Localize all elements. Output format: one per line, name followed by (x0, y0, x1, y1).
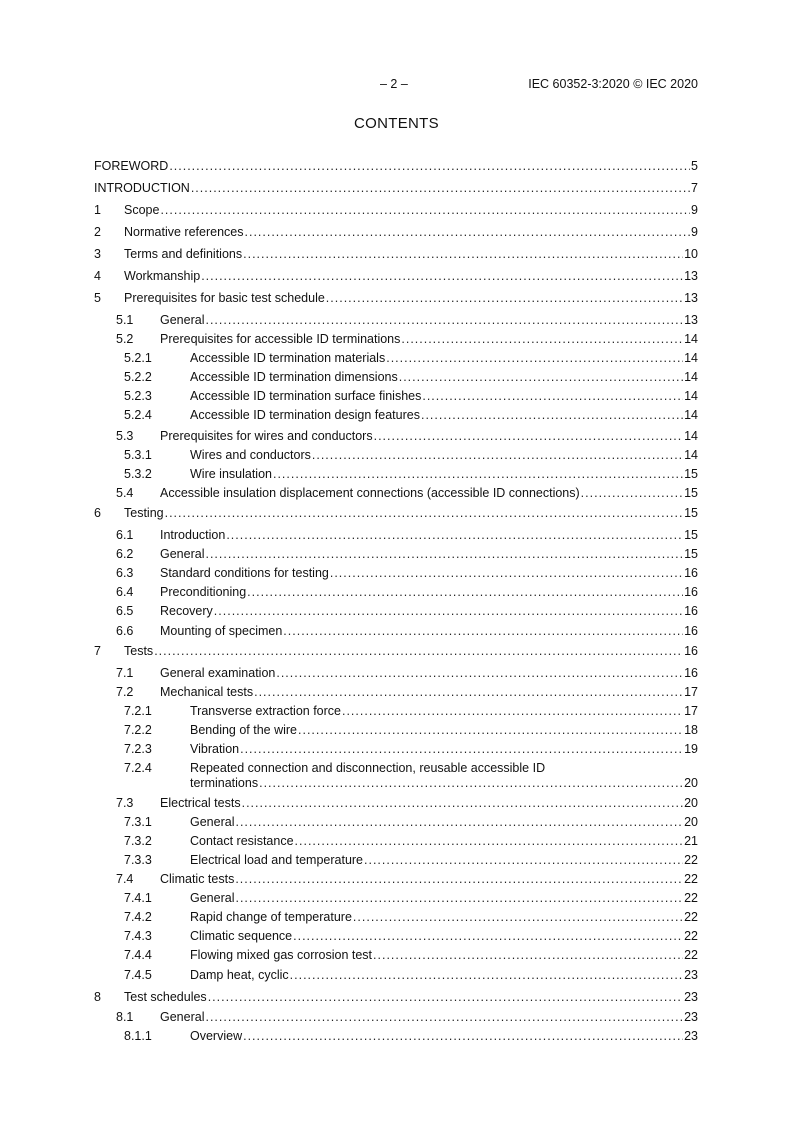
toc-entry-page: 15 (684, 506, 698, 520)
toc-entry-page: 14 (684, 370, 698, 384)
toc-entry-title: Bending of the wire (190, 723, 298, 737)
toc-entry-title: Workmanship (124, 269, 201, 283)
toc-entry-page: 22 (684, 891, 698, 905)
dot-leader (330, 566, 683, 581)
toc-entry-page: 23 (684, 1010, 698, 1024)
toc-entry-number: 5.1 (116, 313, 134, 327)
toc-entry-page: 14 (684, 408, 698, 422)
toc-entry-page: 13 (684, 313, 698, 327)
toc-entry-title: terminations (190, 776, 259, 790)
toc-entry-title: Prerequisites for accessible ID terminations (160, 332, 401, 346)
toc-entry-title: Scope (124, 203, 160, 217)
toc-entry-page: 22 (684, 872, 698, 886)
toc-entry[interactable] (94, 313, 698, 328)
dot-leader (240, 742, 683, 757)
dot-leader (235, 872, 683, 887)
toc-entry-page: 22 (684, 929, 698, 943)
toc-entry-title: Terms and definitions (124, 247, 243, 261)
toc-entry-title: Mounting of specimen (160, 624, 283, 638)
toc-entry-page: 10 (684, 247, 698, 261)
toc-entry-page: 7 (691, 181, 698, 195)
dot-leader (226, 528, 683, 543)
toc-entry-number: 7.3.3 (124, 853, 152, 867)
toc-entry-page: 16 (684, 604, 698, 618)
dot-leader (374, 429, 683, 444)
toc-entry-title: Electrical tests (160, 796, 241, 810)
page-title: CONTENTS (354, 115, 439, 132)
dot-leader (205, 1010, 683, 1025)
toc-entry-title: Accessible ID termination surface finishes (190, 389, 422, 403)
dot-leader (154, 644, 683, 659)
dot-leader (342, 704, 683, 719)
dot-leader (273, 467, 683, 482)
toc-entry-page: 19 (684, 742, 698, 756)
toc-entry[interactable] (94, 225, 698, 240)
toc-entry[interactable] (94, 704, 698, 719)
toc-entry-number: 6 (94, 506, 101, 520)
toc-entry-number: 5.3.1 (124, 448, 152, 462)
dot-leader (312, 448, 683, 463)
toc-entry[interactable] (94, 467, 698, 482)
toc-entry[interactable] (94, 644, 698, 659)
dot-leader (191, 181, 690, 196)
toc-entry[interactable] (94, 159, 698, 174)
toc-entry-page: 18 (684, 723, 698, 737)
toc-entry[interactable] (94, 604, 698, 619)
toc-entry[interactable] (94, 408, 698, 423)
dot-leader (399, 370, 683, 385)
toc-entry[interactable] (94, 624, 698, 639)
toc-entry-title: INTRODUCTION (94, 181, 190, 195)
dot-leader (235, 815, 683, 830)
toc-entry[interactable] (94, 389, 698, 404)
toc-entry-number: 7.3.1 (124, 815, 152, 829)
toc-entry-page: 17 (684, 685, 698, 699)
dot-leader (254, 685, 683, 700)
toc-entry[interactable] (94, 968, 698, 983)
toc-entry-page: 13 (684, 291, 698, 305)
dot-leader (205, 313, 683, 328)
toc-entry[interactable] (94, 486, 698, 501)
toc-entry-number: 6.1 (116, 528, 134, 542)
toc-entry-number: 6.6 (116, 624, 134, 638)
toc-entry-number: 7.4 (116, 872, 134, 886)
dot-leader (259, 776, 683, 791)
dot-leader (160, 203, 690, 218)
toc-entry-title: Recovery (160, 604, 213, 618)
toc-entry-number: 7.2.3 (124, 742, 152, 756)
toc-entry-title: Vibration (190, 742, 240, 756)
toc-entry[interactable] (94, 853, 698, 868)
toc-entry[interactable] (94, 929, 698, 944)
toc-entry-number: 7.2.1 (124, 704, 152, 718)
toc-entry[interactable] (94, 685, 698, 700)
toc-entry-page: 16 (684, 644, 698, 658)
toc-entry-title: General (160, 547, 205, 561)
toc-entry-number: 6.3 (116, 566, 134, 580)
toc-entry-title: Damp heat, cyclic (190, 968, 289, 982)
toc-entry-page: 14 (684, 448, 698, 462)
toc-entry-title: General (190, 891, 235, 905)
toc-entry-title: Test schedules (124, 990, 207, 1004)
toc-entry-title: Preconditioning (160, 585, 247, 599)
toc-entry-number: 7.1 (116, 666, 134, 680)
toc-entry-page: 15 (684, 547, 698, 561)
dot-leader (290, 968, 683, 983)
toc-entry-number: 7.4.1 (124, 891, 152, 905)
toc-entry-number: 6.4 (116, 585, 134, 599)
toc-entry-number: 7.4.3 (124, 929, 152, 943)
toc-entry-number: 5.4 (116, 486, 134, 500)
toc-entry-page: 14 (684, 332, 698, 346)
toc-entry-title: Prerequisites for basic test schedule (124, 291, 325, 305)
toc-entry[interactable] (94, 247, 698, 262)
toc-entry-title: Wire insulation (190, 467, 272, 481)
dot-leader (293, 929, 683, 944)
toc-entry-page: 9 (691, 225, 698, 239)
toc-entry[interactable] (94, 585, 698, 600)
toc-entry-number: 7.4.4 (124, 948, 152, 962)
dot-leader (421, 408, 683, 423)
toc-entry-page: 20 (684, 815, 698, 829)
dot-leader (298, 723, 683, 738)
dot-leader (373, 948, 683, 963)
dot-leader (169, 159, 690, 174)
toc-entry[interactable] (94, 291, 698, 306)
toc-entry[interactable] (94, 332, 698, 347)
toc-entry-title: General (190, 815, 235, 829)
toc-entry-title: General examination (160, 666, 276, 680)
toc-entry[interactable] (94, 796, 698, 811)
toc-entry-number: 5 (94, 291, 101, 305)
dot-leader (242, 796, 684, 811)
toc-entry-title: Accessible insulation displacement connections (accessible ID connections) (160, 486, 580, 500)
toc-entry-number: 7 (94, 644, 101, 658)
toc-entry-number: 2 (94, 225, 101, 239)
toc-entry-page: 21 (684, 834, 698, 848)
toc-entry-page: 5 (691, 159, 698, 173)
toc-entry-number: 5.3 (116, 429, 134, 443)
toc-entry-title: Electrical load and temperature (190, 853, 364, 867)
toc-entry-title: Mechanical tests (160, 685, 254, 699)
toc-entry-number: 7.2.4 (124, 761, 152, 775)
toc-entry-page: 22 (684, 910, 698, 924)
dot-leader (208, 990, 683, 1005)
dot-leader (386, 351, 683, 366)
toc-entry[interactable] (94, 547, 698, 562)
toc-entry[interactable] (94, 528, 698, 543)
toc-entry-page: 15 (684, 467, 698, 481)
dot-leader (353, 910, 683, 925)
dot-leader (326, 291, 683, 306)
page-header (94, 77, 698, 93)
toc-entry-page: 14 (684, 351, 698, 365)
dot-leader (245, 225, 691, 240)
toc-entry[interactable] (94, 910, 698, 925)
toc-entry-page: 22 (684, 948, 698, 962)
toc-entry-title: Tests (124, 644, 154, 658)
toc-entry-page: 22 (684, 853, 698, 867)
toc-entry-title: Accessible ID termination design features (190, 408, 420, 422)
toc-entry-page: 16 (684, 566, 698, 580)
toc-entry-title: Repeated connection and disconnection, reusable accessible ID (190, 761, 546, 775)
dot-leader (235, 891, 683, 906)
toc-entry-number: 7.2 (116, 685, 134, 699)
toc-entry[interactable] (94, 723, 698, 738)
dot-leader (295, 834, 684, 849)
toc-entry[interactable] (94, 370, 698, 385)
toc-entry-title: Rapid change of temperature (190, 910, 352, 924)
toc-entry-title: Accessible ID termination materials (190, 351, 386, 365)
toc-entry[interactable] (94, 666, 698, 681)
toc-entry-number: 6.2 (116, 547, 134, 561)
toc-entry[interactable] (94, 990, 698, 1005)
dot-leader (364, 853, 683, 868)
toc-entry-title: Standard conditions for testing (160, 566, 329, 580)
dot-leader (247, 585, 683, 600)
dot-leader (214, 604, 683, 619)
toc-entry[interactable] (94, 948, 698, 963)
dot-leader (205, 547, 683, 562)
toc-entry-page: 16 (684, 666, 698, 680)
toc-entry-page: 9 (691, 203, 698, 217)
toc-entry-number: 3 (94, 247, 101, 261)
toc-entry-page: 20 (684, 796, 698, 810)
toc-entry-number: 8.1.1 (124, 1029, 152, 1043)
toc-entry[interactable] (94, 506, 698, 521)
toc-entry-number: 5.2.3 (124, 389, 152, 403)
toc-entry[interactable] (94, 1029, 698, 1044)
toc-entry[interactable] (94, 742, 698, 757)
dot-leader (401, 332, 683, 347)
toc-entry-number: 6.5 (116, 604, 134, 618)
toc-entry-number: 5.2.4 (124, 408, 152, 422)
toc-entry-title: General (160, 1010, 205, 1024)
toc-entry-number: 7.3 (116, 796, 134, 810)
toc-entry-number: 8.1 (116, 1010, 134, 1024)
toc-entry[interactable] (94, 891, 698, 906)
toc-entry-title: Climatic tests (160, 872, 235, 886)
toc-entry-title: Overview (190, 1029, 243, 1043)
toc-entry[interactable] (94, 1010, 698, 1025)
toc-entry[interactable] (94, 269, 698, 284)
document-identifier: IEC 60352-3:2020 © IEC 2020 (528, 77, 698, 91)
toc-entry[interactable] (94, 181, 698, 196)
toc-entry[interactable] (94, 566, 698, 581)
toc-entry-title: FOREWORD (94, 159, 169, 173)
dot-leader (243, 1029, 683, 1044)
toc-entry[interactable] (94, 761, 698, 791)
toc-entry-page: 23 (684, 990, 698, 1004)
toc-entry-number: 5.2.2 (124, 370, 152, 384)
toc-entry-number: 4 (94, 269, 101, 283)
toc-entry-title: Introduction (160, 528, 226, 542)
toc-entry-title: Testing (124, 506, 164, 520)
toc-entry-page: 13 (684, 269, 698, 283)
dot-leader (243, 247, 683, 262)
toc-entry-title: Contact resistance (190, 834, 294, 848)
toc-entry-page: 14 (684, 429, 698, 443)
dot-leader (201, 269, 683, 284)
toc-entry-page: 23 (684, 968, 698, 982)
toc-entry-page: 17 (684, 704, 698, 718)
toc-entry-page: 16 (684, 585, 698, 599)
page-number: – 2 – (380, 77, 408, 91)
toc-entry[interactable] (94, 448, 698, 463)
toc-entry-title: Flowing mixed gas corrosion test (190, 948, 373, 962)
toc-entry-title: Prerequisites for wires and conductors (160, 429, 373, 443)
toc-entry-title: Climatic sequence (190, 929, 293, 943)
toc-entry-number: 8 (94, 990, 101, 1004)
toc-entry-title: Transverse extraction force (190, 704, 341, 718)
toc-entry[interactable] (94, 203, 698, 218)
toc-entry-title: Wires and conductors (190, 448, 311, 462)
dot-leader (165, 506, 683, 521)
dot-leader (283, 624, 683, 639)
toc-entry-number: 5.2.1 (124, 351, 152, 365)
toc-entry-page: 14 (684, 389, 698, 403)
toc-entry-number: 7.3.2 (124, 834, 152, 848)
toc-entry-page: 20 (684, 776, 698, 790)
toc-entry-number: 7.2.2 (124, 723, 152, 737)
toc-entry[interactable] (94, 815, 698, 830)
toc-entry-page: 15 (684, 528, 698, 542)
toc-entry[interactable] (94, 834, 698, 849)
dot-leader (276, 666, 683, 681)
toc-entry-number: 7.4.2 (124, 910, 152, 924)
toc-entry-page: 16 (684, 624, 698, 638)
toc-entry-number: 1 (94, 203, 101, 217)
toc-entry-title: General (160, 313, 205, 327)
dot-leader (581, 486, 683, 501)
toc-entry-title: Accessible ID termination dimensions (190, 370, 398, 384)
dot-leader (422, 389, 683, 404)
toc-entry-page: 23 (684, 1029, 698, 1043)
toc-entry[interactable] (94, 351, 698, 366)
toc-entry[interactable] (94, 872, 698, 887)
toc-entry-title: Normative references (124, 225, 244, 239)
toc-entry-page: 15 (684, 486, 698, 500)
toc-entry-number: 5.2 (116, 332, 134, 346)
toc-entry[interactable] (94, 429, 698, 444)
toc-entry-number: 5.3.2 (124, 467, 152, 481)
toc-entry-number: 7.4.5 (124, 968, 152, 982)
